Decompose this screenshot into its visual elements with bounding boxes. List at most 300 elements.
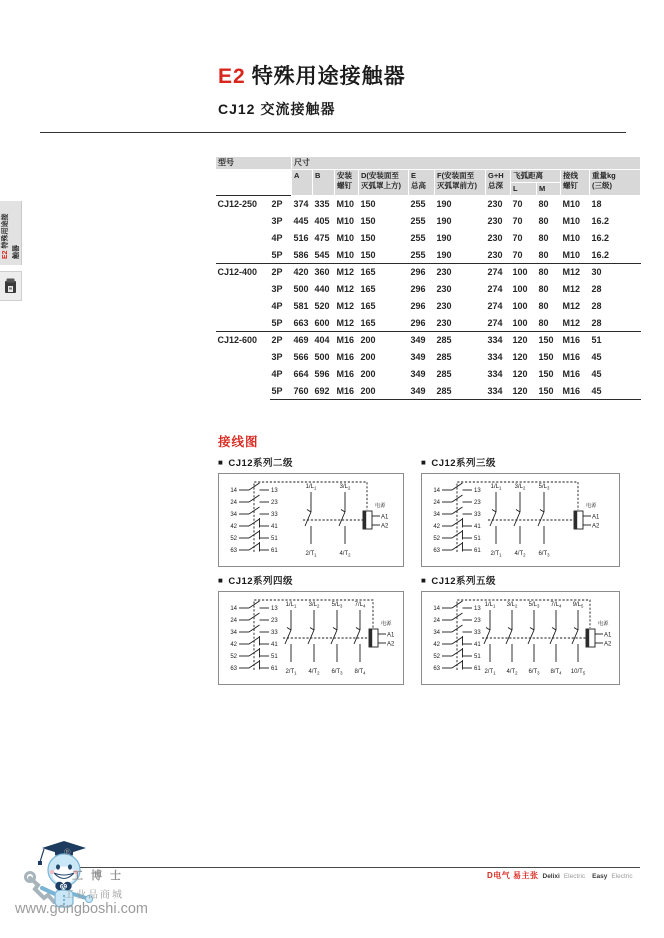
spec-cell: 4P bbox=[271, 232, 283, 243]
diagram-heading bbox=[218, 455, 404, 469]
diagram-label: 34 bbox=[433, 512, 440, 518]
diagram-label: 23 bbox=[474, 500, 481, 506]
terminal-label: $8/T_4$ bbox=[550, 669, 562, 676]
spec-cell: 70 bbox=[512, 232, 523, 243]
spec-cell: 2P bbox=[270, 331, 292, 348]
spec-cell: 5P bbox=[271, 249, 283, 260]
delixi-en-bold: Delixi bbox=[542, 873, 560, 880]
spec-cell: 230 bbox=[487, 215, 503, 226]
spec-cell: M16 bbox=[562, 368, 581, 379]
spec-header-cell: E 总高 bbox=[409, 170, 435, 196]
spec-cell: 274 bbox=[487, 283, 503, 294]
spec-cell: M12 bbox=[562, 283, 581, 294]
spec-cell: 285 bbox=[436, 368, 452, 379]
spec-header-cell: B bbox=[313, 170, 335, 196]
sidebar-chapter-code: E2 bbox=[2, 250, 9, 259]
diagram-title: CJ12系列二级 bbox=[228, 458, 294, 469]
diagram-label: 63 bbox=[433, 666, 440, 672]
spec-cell: 586 bbox=[293, 249, 309, 260]
spec-cell: 285 bbox=[435, 382, 486, 399]
sidebar-chapter-text: 特殊用途接触器 bbox=[2, 213, 20, 259]
table-row bbox=[216, 314, 641, 331]
spec-cell: 374 bbox=[292, 195, 313, 212]
page-number: 69 bbox=[59, 883, 68, 891]
spec-cell: 45 bbox=[590, 382, 641, 399]
spec-cell: 80 bbox=[538, 249, 549, 260]
spec-cell: M12 bbox=[336, 317, 355, 328]
page-subtitle bbox=[218, 99, 335, 119]
spec-cell: M16 bbox=[561, 331, 590, 348]
footer-divider bbox=[58, 867, 640, 868]
spec-cell: 2P bbox=[270, 263, 292, 280]
diagram-label: 33 bbox=[271, 512, 278, 518]
spec-cell: 475 bbox=[314, 232, 330, 243]
spec-cell: M12 bbox=[562, 300, 581, 311]
spec-header-cell: F(安装面至 灭弧罩前方) bbox=[435, 170, 486, 196]
terminal-label: $5/L_3$ bbox=[331, 602, 343, 609]
diagram-label: 42 bbox=[230, 642, 237, 648]
model-cell: CJ12-250 bbox=[216, 195, 270, 263]
registered-mark: ® bbox=[64, 847, 71, 857]
spec-cell: 120 bbox=[512, 351, 528, 362]
spec-cell: 3P bbox=[271, 351, 283, 362]
terminal-label: $4/T_2$ bbox=[339, 551, 351, 558]
diagram-frame bbox=[218, 473, 404, 567]
diagram-label: 42 bbox=[433, 642, 440, 648]
diagram-label: 13 bbox=[271, 606, 278, 612]
watermark-brand: 工博士 bbox=[72, 869, 129, 882]
bullet-icon: ■ bbox=[218, 458, 224, 467]
spec-header-cell: 安装 螺钉 bbox=[335, 170, 359, 196]
spec-header-cell: 重量kg (三级) bbox=[590, 170, 641, 196]
diagram-label: 51 bbox=[474, 654, 481, 660]
spec-cell: 296 bbox=[410, 300, 426, 311]
spec-cell: 16.2 bbox=[591, 232, 610, 243]
spec-cell: 255 bbox=[409, 195, 435, 212]
spec-cell: M10 bbox=[562, 215, 581, 226]
diagram-label: A2 bbox=[381, 523, 389, 530]
spec-cell: 230 bbox=[487, 232, 503, 243]
spec-cell: 150 bbox=[360, 249, 376, 260]
diagram-frame bbox=[421, 591, 620, 685]
watermark-mall: 工业品商城 bbox=[64, 890, 124, 901]
diagram-label: 13 bbox=[271, 488, 278, 494]
spec-cell: 100 bbox=[511, 263, 537, 280]
terminal-label: $10/T_5$ bbox=[570, 669, 586, 676]
diagram-label: 24 bbox=[230, 500, 237, 506]
spec-cell: 80 bbox=[538, 283, 549, 294]
wiring-diagram-svg bbox=[219, 592, 403, 684]
terminal-label: $3/L_2$ bbox=[514, 484, 526, 491]
wiring-diagram-3pole bbox=[421, 455, 620, 567]
spec-cell: 500 bbox=[314, 351, 330, 362]
spec-cell: 285 bbox=[435, 331, 486, 348]
model-cell: CJ12-400 bbox=[216, 263, 270, 331]
diagram-label: 33 bbox=[271, 630, 278, 636]
spec-cell: 230 bbox=[436, 283, 452, 294]
spec-cell: 150 bbox=[360, 215, 376, 226]
table-row bbox=[216, 297, 641, 314]
diagram-label: A1 bbox=[387, 632, 395, 639]
terminal-label: $3/L_2$ bbox=[506, 602, 518, 609]
spec-cell: 334 bbox=[487, 368, 503, 379]
diagram-label: 14 bbox=[433, 606, 440, 612]
bullet-icon: ■ bbox=[421, 458, 427, 467]
spec-cell: 100 bbox=[512, 300, 528, 311]
table-row bbox=[216, 382, 641, 399]
spec-header-cell bbox=[216, 170, 292, 196]
spec-cell: 274 bbox=[487, 317, 503, 328]
diagram-label: A1 bbox=[604, 632, 612, 639]
wiring-diagram-4pole bbox=[218, 573, 404, 685]
spec-cell: 28 bbox=[591, 300, 602, 311]
spec-cell: 469 bbox=[292, 331, 313, 348]
diagram-title: CJ12系列四级 bbox=[228, 576, 294, 587]
diagram-heading bbox=[421, 573, 620, 587]
spec-cell: 190 bbox=[436, 215, 452, 226]
spec-cell: 5P bbox=[271, 317, 283, 328]
spec-cell: 230 bbox=[486, 195, 511, 212]
table-row bbox=[216, 263, 641, 280]
spec-cell: M10 bbox=[336, 232, 355, 243]
spec-cell: M16 bbox=[562, 351, 581, 362]
spec-cell: 51 bbox=[590, 331, 641, 348]
spec-cell: 285 bbox=[436, 351, 452, 362]
spec-cell: 349 bbox=[409, 382, 435, 399]
spec-cell: 420 bbox=[292, 263, 313, 280]
spec-cell: M12 bbox=[562, 317, 581, 328]
diagram-label: 23 bbox=[271, 500, 278, 506]
spec-header-cell: D(安装面至 灭弧罩上方) bbox=[359, 170, 409, 196]
model-cell: CJ12-600 bbox=[216, 331, 270, 399]
easy-en-bold: Easy bbox=[592, 873, 608, 880]
wiring-section-title: 接线图 bbox=[218, 435, 259, 449]
diagram-label: 电源 bbox=[375, 503, 386, 509]
spec-cell: 165 bbox=[359, 263, 409, 280]
diagram-label: 23 bbox=[271, 618, 278, 624]
spec-cell: 80 bbox=[538, 300, 549, 311]
spec-cell: M10 bbox=[562, 232, 581, 243]
spec-cell: 230 bbox=[435, 263, 486, 280]
diagram-heading bbox=[218, 573, 404, 587]
diagram-label: 52 bbox=[433, 654, 440, 660]
spec-cell: 200 bbox=[359, 382, 409, 399]
spec-cell: 150 bbox=[538, 351, 554, 362]
diagram-frame bbox=[421, 473, 620, 567]
spec-cell: 150 bbox=[360, 232, 376, 243]
spec-cell: 150 bbox=[359, 195, 409, 212]
terminal-label: $4/T_2$ bbox=[506, 669, 518, 676]
spec-cell: 28 bbox=[591, 283, 602, 294]
terminal-label: $4/T_2$ bbox=[514, 551, 526, 558]
diagram-title: CJ12系列五级 bbox=[431, 576, 497, 587]
diagram-label: A1 bbox=[381, 514, 389, 521]
sidebar-product-tab bbox=[0, 271, 22, 301]
terminal-label: $6/T_3$ bbox=[528, 669, 540, 676]
spec-cell: 334 bbox=[486, 382, 511, 399]
spec-cell: 545 bbox=[314, 249, 330, 260]
spec-cell: 516 bbox=[293, 232, 309, 243]
terminal-label: $1/L_1$ bbox=[305, 484, 317, 491]
diagram-label: 24 bbox=[230, 618, 237, 624]
diagram-title: CJ12系列三级 bbox=[431, 458, 497, 469]
spec-cell: 120 bbox=[512, 368, 528, 379]
diagram-label: 14 bbox=[433, 488, 440, 494]
spec-cell: M10 bbox=[562, 249, 581, 260]
watermark-url: www.gongboshi.com bbox=[15, 901, 148, 917]
spec-cell: 5P bbox=[270, 382, 292, 399]
diagram-label: 51 bbox=[474, 536, 481, 542]
diagram-label: 33 bbox=[474, 512, 481, 518]
diagram-label: 41 bbox=[474, 524, 481, 530]
spec-cell: 500 bbox=[293, 283, 309, 294]
terminal-label: $2/T_1$ bbox=[305, 551, 317, 558]
spec-cell: 200 bbox=[360, 351, 376, 362]
spec-cell: M12 bbox=[561, 263, 590, 280]
spec-cell: M10 bbox=[336, 249, 355, 260]
spec-cell: M16 bbox=[336, 368, 355, 379]
series-code: E2 bbox=[218, 65, 246, 88]
spec-cell: 663 bbox=[293, 317, 309, 328]
table-row bbox=[216, 331, 641, 348]
diagram-label: 41 bbox=[271, 524, 278, 530]
diagram-label: 42 bbox=[230, 524, 237, 530]
terminal-label: $1/L_1$ bbox=[484, 602, 496, 609]
diagram-label: 52 bbox=[433, 536, 440, 542]
diagram-label: 61 bbox=[474, 666, 481, 672]
spec-cell: 150 bbox=[538, 368, 554, 379]
spec-cell: M16 bbox=[335, 331, 359, 348]
spec-cell: 16.2 bbox=[591, 215, 610, 226]
spec-cell: 2P bbox=[270, 195, 292, 212]
diagram-label: 61 bbox=[271, 666, 278, 672]
diagram-label: 41 bbox=[474, 642, 481, 648]
table-row bbox=[216, 280, 641, 297]
table-row bbox=[216, 246, 641, 263]
spec-cell: M10 bbox=[336, 215, 355, 226]
spec-cell: 404 bbox=[313, 331, 335, 348]
spec-cell: M10 bbox=[335, 195, 359, 212]
diagram-label: 电源 bbox=[586, 503, 597, 509]
wiring-diagram-svg bbox=[422, 592, 619, 684]
spec-cell: 16.2 bbox=[591, 249, 610, 260]
terminal-label: $2/T_1$ bbox=[490, 551, 502, 558]
spec-cell: 80 bbox=[537, 195, 561, 212]
spec-cell: 230 bbox=[436, 300, 452, 311]
spec-cell: 190 bbox=[435, 195, 486, 212]
spec-header-cell: 接线 螺钉 bbox=[561, 170, 590, 196]
diagram-label: A2 bbox=[592, 523, 600, 530]
spec-cell: 165 bbox=[360, 300, 376, 311]
diagram-label: 33 bbox=[474, 630, 481, 636]
spec-cell: 45 bbox=[591, 368, 602, 379]
spec-cell: 165 bbox=[360, 317, 376, 328]
series-name: 特殊用途接触器 bbox=[251, 65, 406, 88]
spec-cell: 80 bbox=[538, 215, 549, 226]
spec-cell: 296 bbox=[409, 263, 435, 280]
diagram-label: 电源 bbox=[381, 621, 392, 627]
spec-header-cell: L bbox=[511, 183, 537, 196]
sidebar-chapter-label bbox=[1, 209, 23, 259]
diagram-label: 13 bbox=[474, 488, 481, 494]
brand-footer bbox=[487, 870, 636, 881]
diagram-label: 34 bbox=[433, 630, 440, 636]
wiring-diagram-5pole bbox=[421, 573, 620, 685]
spec-cell: M16 bbox=[335, 382, 359, 399]
spec-cell: 360 bbox=[313, 263, 335, 280]
spec-header-cell: 型号 bbox=[216, 157, 292, 170]
spec-cell: 3P bbox=[271, 215, 283, 226]
spec-cell: 581 bbox=[293, 300, 309, 311]
spec-cell: 80 bbox=[537, 263, 561, 280]
diagram-label: 42 bbox=[433, 524, 440, 530]
diagram-label: 13 bbox=[474, 606, 481, 612]
terminal-label: $6/T_3$ bbox=[331, 669, 343, 676]
spec-cell: 80 bbox=[538, 232, 549, 243]
terminal-label: $7/L_4$ bbox=[354, 602, 366, 609]
terminal-label: $5/L_3$ bbox=[528, 602, 540, 609]
spec-cell: 600 bbox=[314, 317, 330, 328]
diagram-heading bbox=[421, 455, 620, 469]
spec-cell: 596 bbox=[314, 368, 330, 379]
spec-cell: 274 bbox=[486, 263, 511, 280]
diagram-label: 41 bbox=[271, 642, 278, 648]
terminal-label: $3/L_2$ bbox=[308, 602, 320, 609]
product-name: 交流接触器 bbox=[260, 101, 336, 117]
terminal-label: $3/L_2$ bbox=[339, 484, 351, 491]
spec-cell: 566 bbox=[293, 351, 309, 362]
spec-cell: 230 bbox=[436, 317, 452, 328]
diagram-label: A1 bbox=[592, 514, 600, 521]
spec-cell: 165 bbox=[360, 283, 376, 294]
spec-cell: 255 bbox=[410, 249, 426, 260]
contactor-icon bbox=[4, 278, 17, 294]
spec-group bbox=[216, 331, 641, 399]
spec-cell: 18 bbox=[590, 195, 641, 212]
header-divider bbox=[40, 132, 626, 133]
diagram-label: 63 bbox=[433, 548, 440, 554]
spec-cell: 255 bbox=[410, 215, 426, 226]
terminal-label: $7/L_4$ bbox=[550, 602, 562, 609]
spec-cell: 445 bbox=[293, 215, 309, 226]
spec-cell: 120 bbox=[511, 382, 537, 399]
spec-cell: 349 bbox=[410, 351, 426, 362]
diagram-label: 63 bbox=[230, 666, 237, 672]
table-row bbox=[216, 229, 641, 246]
table-row bbox=[216, 212, 641, 229]
diagram-label: 63 bbox=[230, 548, 237, 554]
spec-cell: 296 bbox=[410, 283, 426, 294]
spec-cell: 296 bbox=[410, 317, 426, 328]
spec-cell: 70 bbox=[512, 215, 523, 226]
spec-cell: 255 bbox=[410, 232, 426, 243]
spec-cell: 45 bbox=[591, 351, 602, 362]
diagram-label: 24 bbox=[433, 500, 440, 506]
spec-cell: 3P bbox=[271, 283, 283, 294]
spec-cell: 190 bbox=[436, 232, 452, 243]
spec-group bbox=[216, 263, 641, 331]
terminal-label: $5/L_3$ bbox=[538, 484, 550, 491]
delixi-en-reg: Electric bbox=[563, 873, 586, 880]
table-row bbox=[216, 348, 641, 365]
diagram-label: 电源 bbox=[598, 621, 609, 627]
diagram-frame bbox=[218, 591, 404, 685]
terminal-label: $4/T_2$ bbox=[308, 669, 320, 676]
spec-cell: 190 bbox=[436, 249, 452, 260]
terminal-label: $8/T_4$ bbox=[354, 669, 366, 676]
spec-cell: 120 bbox=[511, 331, 537, 348]
spec-cell: 4P bbox=[271, 368, 283, 379]
spec-cell: 100 bbox=[512, 317, 528, 328]
terminal-label: $6/T_3$ bbox=[538, 551, 550, 558]
easy-en-reg: Electric bbox=[611, 873, 633, 880]
spec-cell: 334 bbox=[487, 351, 503, 362]
bullet-icon: ■ bbox=[218, 576, 224, 585]
spec-cell: M16 bbox=[561, 382, 590, 399]
spec-cell: 200 bbox=[359, 331, 409, 348]
diagram-label: 34 bbox=[230, 630, 237, 636]
spec-cell: 405 bbox=[314, 215, 330, 226]
diagram-label: 61 bbox=[271, 548, 278, 554]
diagram-label: 23 bbox=[474, 618, 481, 624]
spec-cell: 70 bbox=[511, 195, 537, 212]
spec-cell: 664 bbox=[293, 368, 309, 379]
diagram-label: 14 bbox=[230, 606, 237, 612]
spec-cell: 30 bbox=[590, 263, 641, 280]
spec-cell: M12 bbox=[336, 300, 355, 311]
table-row bbox=[216, 195, 641, 212]
spec-table bbox=[215, 156, 641, 400]
spec-header-cell: M bbox=[537, 183, 561, 196]
diagram-label: 34 bbox=[230, 512, 237, 518]
diagram-label: 14 bbox=[230, 488, 237, 494]
spec-cell: 80 bbox=[538, 317, 549, 328]
spec-cell: 349 bbox=[409, 331, 435, 348]
spec-cell: 520 bbox=[314, 300, 330, 311]
spec-cell: 230 bbox=[487, 249, 503, 260]
diagram-label: A2 bbox=[387, 641, 395, 648]
terminal-label: $2/T_1$ bbox=[484, 669, 496, 676]
product-code: CJ12 bbox=[218, 101, 256, 117]
spec-cell: 150 bbox=[537, 382, 561, 399]
spec-cell: 274 bbox=[487, 300, 503, 311]
terminal-label: $2/T_1$ bbox=[285, 669, 297, 676]
wiring-diagram-2pole bbox=[218, 455, 404, 567]
spec-cell: 150 bbox=[537, 331, 561, 348]
diagram-label: 52 bbox=[230, 536, 237, 542]
spec-cell: 760 bbox=[292, 382, 313, 399]
diagram-label: 24 bbox=[433, 618, 440, 624]
diagram-label: 52 bbox=[230, 654, 237, 660]
spec-header-cell: A bbox=[292, 170, 313, 196]
diagram-label: 61 bbox=[474, 548, 481, 554]
spec-cell: 335 bbox=[313, 195, 335, 212]
diagram-label: 51 bbox=[271, 536, 278, 542]
spec-header-cell: G+H 总深 bbox=[486, 170, 511, 196]
spec-cell: 692 bbox=[313, 382, 335, 399]
terminal-label: $9/L_5$ bbox=[572, 602, 584, 609]
wiring-diagram-svg bbox=[422, 474, 619, 566]
spec-header-cell: 飞弧距离 bbox=[511, 170, 561, 183]
spec-cell: 4P bbox=[271, 300, 283, 311]
terminal-label: $1/L_1$ bbox=[285, 602, 297, 609]
spec-cell: M10 bbox=[561, 195, 590, 212]
spec-cell: 334 bbox=[486, 331, 511, 348]
spec-cell: 70 bbox=[512, 249, 523, 260]
wiring-diagram-svg bbox=[219, 474, 403, 566]
spec-cell: 28 bbox=[591, 317, 602, 328]
delixi-cn-logo: D电气 易主张 bbox=[487, 871, 539, 880]
